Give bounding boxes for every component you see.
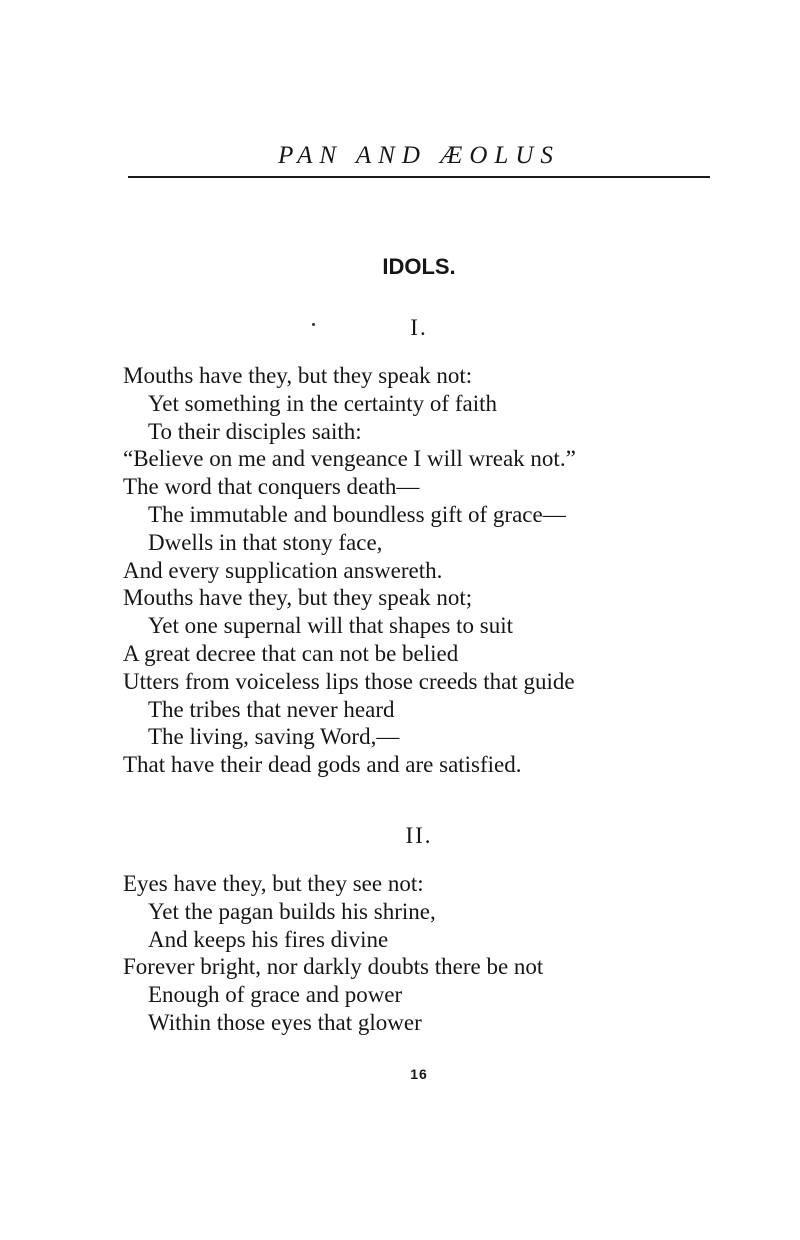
poem-line: And every supplication answereth. [123, 557, 443, 583]
poem-line: The immutable and boundless gift of grace— [148, 501, 566, 527]
poem-line: The living, saving Word,— [148, 724, 400, 750]
poem-line: The word that conquers death— [123, 474, 420, 500]
stanza-2 [123, 870, 543, 1037]
header-rule [128, 176, 710, 178]
running-head: PAN AND ÆOLUS [278, 142, 560, 169]
stanza-1 [123, 362, 576, 779]
poem-line: A great decree that can not be belied [123, 640, 459, 666]
section-numeral-2: II. [405, 823, 433, 848]
poem-line: Utters from voiceless lips those creeds that guide [123, 668, 575, 694]
page-number: 16 [410, 1066, 428, 1082]
poem-line: Dwells in that stony face, [148, 529, 383, 555]
poem-line: Yet the pagan builds his shrine, [148, 898, 436, 924]
poem-line: Enough of grace and power [148, 982, 403, 1008]
poem-title: IDOLS. [382, 254, 456, 279]
poem-line: To their disciples saith: [148, 418, 362, 444]
section-numeral-1: I. [410, 315, 428, 340]
poem-line: “Believe on me and vengeance I will wreak not.” [123, 446, 576, 472]
poem-line: The tribes that never heard [148, 696, 395, 722]
poem-line: Yet something in the certainty of faith [148, 390, 497, 416]
poem-line: And keeps his fires divine [148, 926, 389, 952]
poem-line: Within those eyes that glower [148, 1009, 422, 1035]
poem-line: Mouths have they, but they speak not; [123, 585, 473, 611]
poem-line: Forever bright, nor darkly doubts there be not [123, 954, 544, 980]
poem-line: Mouths have they, but they speak not: [123, 363, 473, 388]
poem-line: Yet one supernal will that shapes to suit [148, 613, 513, 639]
poem-line: That have their dead gods and are satisfied. [123, 752, 522, 778]
poem-line: Eyes have they, but they see not: [123, 871, 424, 896]
